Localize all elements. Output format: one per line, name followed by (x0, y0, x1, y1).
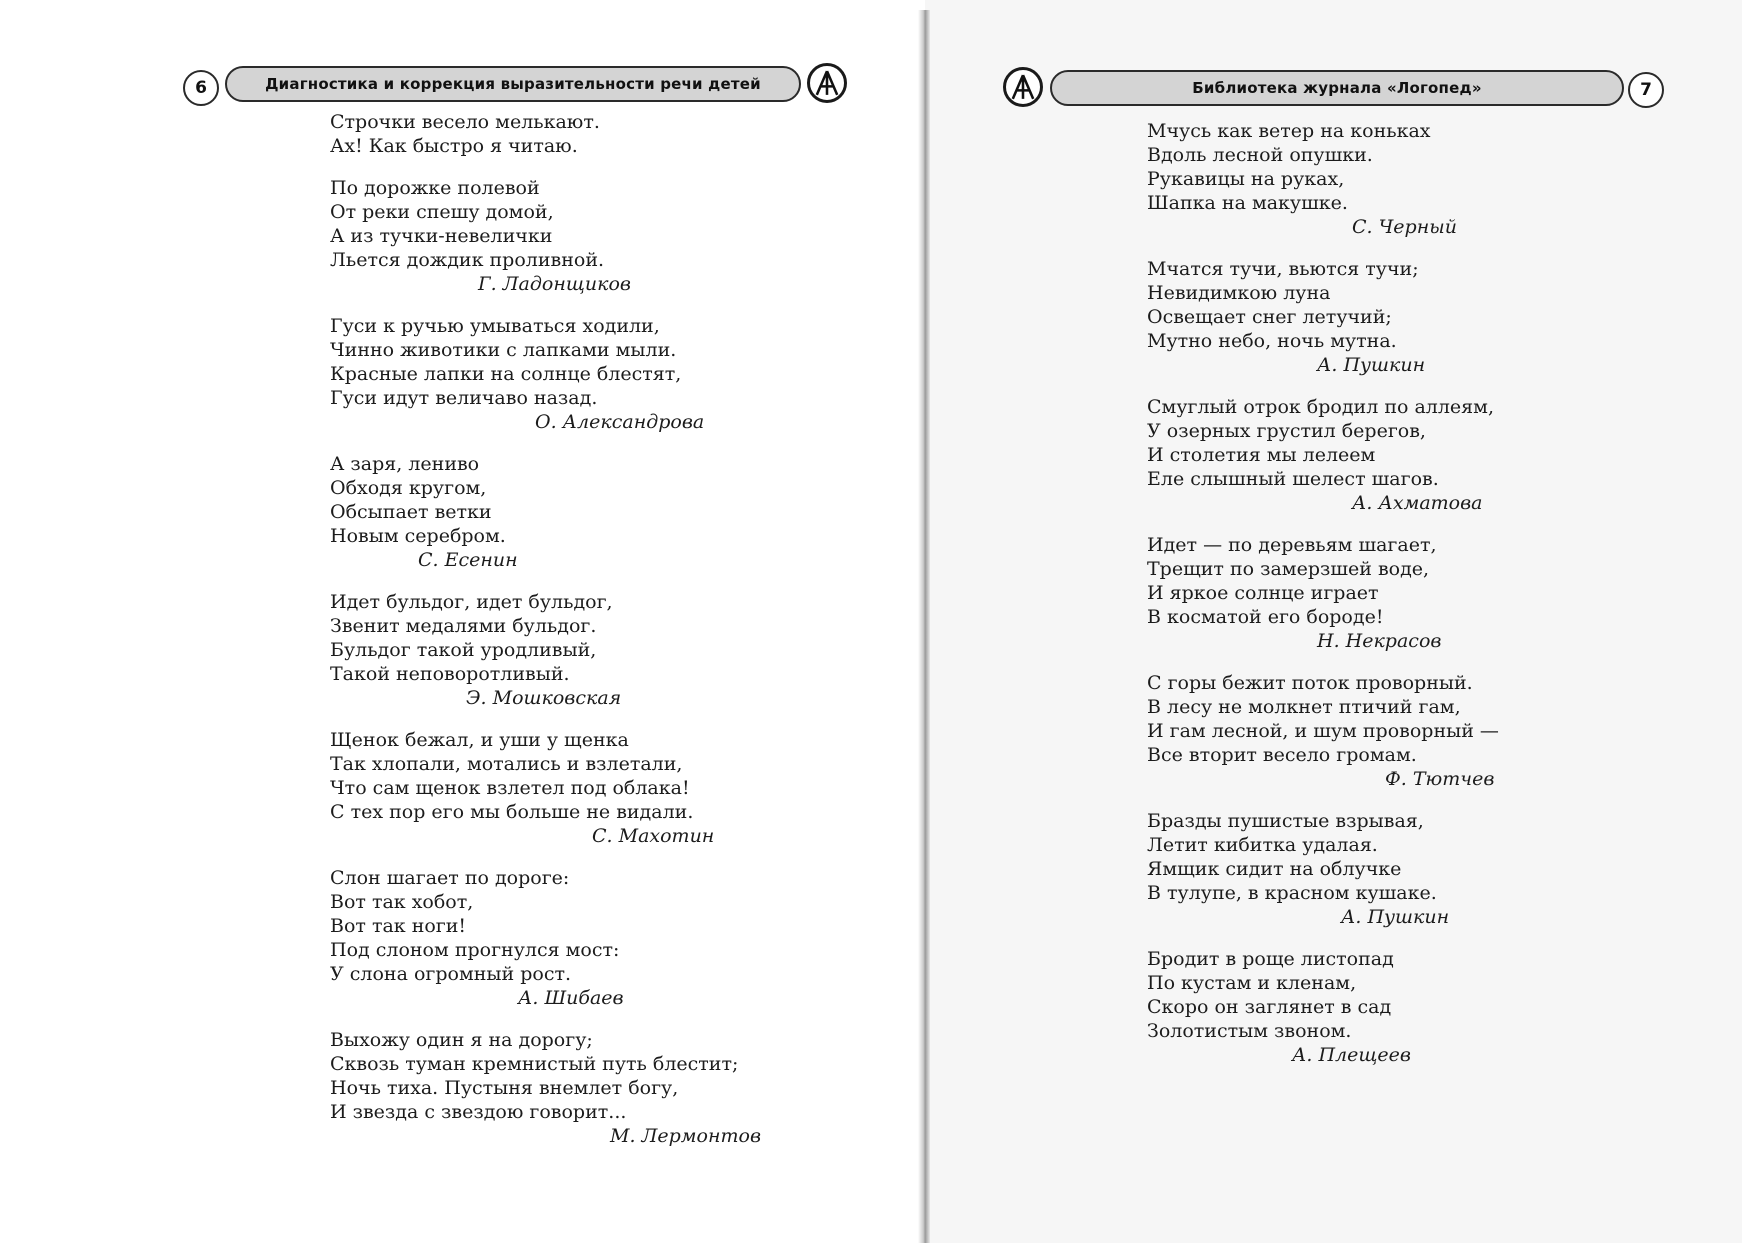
poem (330, 866, 761, 1010)
poem-line: В косматой его бороде! (1147, 606, 1384, 628)
poem-author: С. Есенин (418, 549, 518, 571)
poem-line: Так хлопали, мотались и взлетали, (330, 753, 683, 775)
poem-line: У озерных грустил берегов, (1147, 420, 1426, 442)
poem-line: Сквозь туман кремнистый путь блестит; (330, 1053, 739, 1075)
poem-line: Обходя кругом, (330, 477, 487, 499)
poem-line: Рукавицы на руках, (1147, 168, 1345, 190)
poem (1147, 533, 1499, 653)
poem (330, 590, 761, 710)
poem-line: Под слоном прогнулся мост: (330, 939, 620, 961)
poem (330, 1028, 761, 1148)
poem-line: Шапка на макушке. (1147, 192, 1348, 214)
poem-author: А. Шибаев (518, 987, 624, 1009)
book-spine (918, 10, 930, 1243)
poem-line: Мутно небо, ночь мутна. (1147, 330, 1397, 352)
poem-line: Красные лапки на солнце блестят, (330, 363, 682, 385)
poem-author: Г. Ладонщиков (478, 273, 631, 295)
header-title-right: Библиотека журнала «Логопед» (1050, 70, 1624, 106)
poem-line: По дорожке полевой (330, 177, 540, 199)
poem-line: Льется дождик проливной. (330, 249, 605, 271)
poem-line: Мчатся тучи, вьются тучи; (1147, 258, 1419, 280)
poem-line: Ямщик сидит на облучке (1147, 858, 1402, 880)
poem-line: Невидимкою луна (1147, 282, 1331, 304)
poem-line: Скоро он заглянет в сад (1147, 996, 1392, 1018)
poem-line: И звезда с звездою говорит... (330, 1101, 627, 1123)
poem-line: Чинно животики с лапками мыли. (330, 339, 677, 361)
poem-line: От реки спешу домой, (330, 201, 554, 223)
poem-line: Бразды пушистые взрывая, (1147, 810, 1424, 832)
poem-line: А заря, лениво (330, 453, 480, 475)
page-number-left: 6 (183, 70, 219, 106)
poem-line: Вот так ноги! (330, 915, 467, 937)
poem-line: Трещит по замерзшей воде, (1147, 558, 1430, 580)
poem-line: И гам лесной, и шум проворный — (1147, 720, 1499, 742)
poem-author: Ф. Тютчев (1385, 768, 1495, 790)
poem-line: Новым серебром. (330, 525, 506, 547)
poem-line: Гуси идут величаво назад. (330, 387, 598, 409)
poem-line: По кустам и кленам, (1147, 972, 1357, 994)
poem-author: А. Пушкин (1317, 354, 1426, 376)
poem-line: У слона огромный рост. (330, 963, 572, 985)
logopedia-logo-icon (1003, 67, 1043, 107)
poem-line: И яркое солнце играет (1147, 582, 1379, 604)
poem (330, 728, 761, 848)
poem-line: Что сам щенок взлетел под облака! (330, 777, 690, 799)
poem (330, 110, 761, 158)
poem-line: Вот так хобот, (330, 891, 474, 913)
poem-line: Гуси к ручью умываться ходили, (330, 315, 660, 337)
poem-line: Летит кибитка удалая. (1147, 834, 1378, 856)
poem-line: С горы бежит поток проворный. (1147, 672, 1473, 694)
poem (330, 176, 761, 296)
poem-line: Такой неповоротливый. (330, 663, 570, 685)
poem-line: Щенок бежал, и уши у щенка (330, 729, 629, 751)
poem (330, 452, 761, 572)
poem-line: С тех пор его мы больше не видали. (330, 801, 694, 823)
poem-author: Э. Мошковская (466, 687, 622, 709)
poem-author: Н. Некрасов (1317, 630, 1442, 652)
poem-line: Смуглый отрок бродил по аллеям, (1147, 396, 1494, 418)
poem-line: Золотистым звоном. (1147, 1020, 1352, 1042)
logopedia-logo-icon (807, 63, 847, 103)
poem-line: В тулупе, в красном кушаке. (1147, 882, 1437, 904)
page-number-right: 7 (1628, 72, 1664, 108)
poem-author: С. Черный (1352, 216, 1457, 238)
poem-author: О. Александрова (535, 411, 705, 433)
poem-line: Слон шагает по дороге: (330, 867, 570, 889)
poem (1147, 947, 1499, 1067)
poem (1147, 671, 1499, 791)
poem (1147, 119, 1499, 239)
poem-line: Все вторит весело громам. (1147, 744, 1417, 766)
right-poems-column (1147, 119, 1499, 1085)
poem-line: Идет бульдог, идет бульдог, (330, 591, 613, 613)
poem (1147, 257, 1499, 377)
poem-author: С. Махотин (592, 825, 715, 847)
poem (330, 314, 761, 434)
poem-author: А. Ахматова (1352, 492, 1483, 514)
poem-line: Еле слышный шелест шагов. (1147, 468, 1439, 490)
poem-author: А. Плещеев (1292, 1044, 1411, 1066)
poem-line: Бульдог такой уродливый, (330, 639, 597, 661)
poem-line: Звенит медалями бульдог. (330, 615, 597, 637)
header-title-left: Диагностика и коррекция выразительности речи детей (225, 66, 801, 102)
poem-line: Ночь тиха. Пустыня внемлет богу, (330, 1077, 679, 1099)
poem-line: В лесу не молкнет птичий гам, (1147, 696, 1461, 718)
poem-line: Ах! Как быстро я читаю. (330, 135, 578, 157)
poem-line: Строчки весело мелькают. (330, 111, 600, 133)
poem-line: Идет — по деревьям шагает, (1147, 534, 1437, 556)
poem-line: Выхожу один я на дорогу; (330, 1029, 593, 1051)
poem-line: Обсыпает ветки (330, 501, 492, 523)
poem-line: Мчусь как ветер на коньках (1147, 120, 1431, 142)
poem-line: Освещает снег летучий; (1147, 306, 1392, 328)
poem (1147, 809, 1499, 929)
left-poems-column (330, 110, 761, 1166)
poem-author: А. Пушкин (1341, 906, 1450, 928)
poem-author: М. Лермонтов (610, 1125, 762, 1147)
poem-line: Бродит в роще листопад (1147, 948, 1394, 970)
poem-line: Вдоль лесной опушки. (1147, 144, 1373, 166)
poem-line: А из тучки-невелички (330, 225, 553, 247)
poem (1147, 395, 1499, 515)
poem-line: И столетия мы лелеем (1147, 444, 1376, 466)
